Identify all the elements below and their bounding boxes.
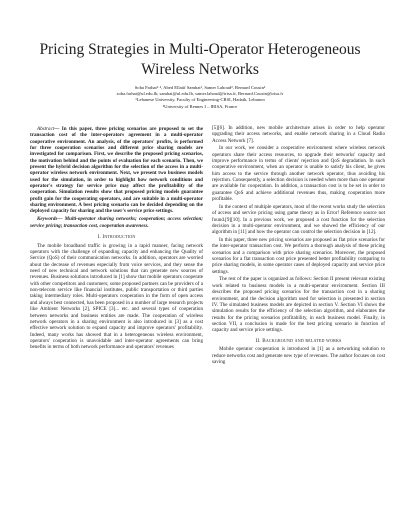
affiliation-2: ²University of Rennes I – IRISA, France bbox=[162, 103, 238, 109]
section-heading-introduction: I. Introduction bbox=[97, 233, 136, 240]
paper-title-line-1: Pricing Strategies in Multi-Operator Heterogeneous bbox=[39, 41, 361, 58]
affiliation-1: ¹Lebanese University, Faculty of Engineering-CRSI, Hadath, Lebanon bbox=[135, 97, 265, 103]
author-block bbox=[20, 85, 380, 110]
left-column bbox=[30, 126, 203, 352]
abstract-text: In this paper, three pricing scenarios are proposed to set the transaction cost of the inter-operators agreement in a multi-operator cooperative environment. An analysis, of the operators' profits, is performed for three cooperation scenarios and different price sharing models are investigated for comparison. First, we describe the proposed pricing scenarios, the motivation behind and the points of evaluation for each scenario. Then, we present the hybrid decision algorithm for the selection of the access in a multi-operator wireless network environment. Next, we present two business models used for the simulation, in order to highlight how network conditions and operator's strategy for service price may affect the profitability of the cooperation. Simulation results show that proposed pricing models guarantee profit gain for the cooperating operators, and are suitable in a multi-operator sharing environment. A best pricing scenario can be decided depending on the deployed capacity for sharing and the user's service price settings. bbox=[30, 126, 204, 215]
keywords-label: Keywords bbox=[37, 216, 58, 223]
keywords: Keywords— Multi-operator sharing networks; cooperation; access selection; service pricing; transaction cost, cooperation awareness. bbox=[30, 216, 203, 229]
body-paragraph: The rest of the paper is organized as follows: Section II present relevant existing work related to business models in a multi-operator environment. Section III describes the proposed pricing scenarios for the transaction cost in a sharing environment, and the decision algorithm used for selection is presented in section IV. The simulated business models are depicted in section V. Section VI shows the simulation results for the efficiency of the selection algorithm, and elaborates the results for the pricing scenarios profitability, in each business model. Finally, in section VII, a conclusion is made for the best pricing scenario in function of capacity and service price settings. bbox=[212, 276, 385, 334]
author-names: Soha Farhat¹·², Abed Ellatif Samhat¹, Samer Lahoud², Bernard Cousin² bbox=[134, 85, 266, 90]
paper-title-line-2: Wireless Networks bbox=[141, 61, 259, 78]
author-emails: soha.farhat@ul.edu.lb, samhat@ul.edu.lb, samer.lahoud@irisa.fr, Bernard.Cousin@irisa.fr bbox=[116, 91, 284, 97]
keywords-text: Multi-operator sharing networks; cooperation; access selection; service pricing; transaction cost, cooperation awareness. bbox=[30, 216, 203, 229]
body-paragraph: In the context of multiple operators, most of the recent works study the selection of access and service pricing using game theory as in Error! Reference source not found.[9][10]. In a previous work, we proposed a cost function for the selection decision in a multi-operator environment, and we showed the efficiency of our algorithm in [11] and how the operator can control the selection decision in [12]. bbox=[212, 203, 385, 236]
abstract-label: Abstract bbox=[37, 126, 55, 132]
background-paragraph: Mobile operator cooperation is introduced in [1] as a networking solution to reduce networks cost and generate new type of revenues. The author focuses on cost saving bbox=[212, 346, 385, 366]
intro-paragraph: The mobile broadband traffic is growing in a rapid manner, facing network operators with the challenge of expanding capacity and enhancing the Quality of Service (QoS) of their communication networks. In addition, operators are worried about the decrease of revenues especially from voice services, and they sense the need of new technical and network solutions that can generate new sources of revenues. Business solutions introduced in [1] show that mobile operators cooperate with other competitors and customers; some proposed partners can be providers of a non-telecom service like financial institutes, public transportation or third parties taking intermediary roles. Multi-operators cooperation in the form of open access and always best connected, has been proposed in a number of large research projects like Ambient Networks [2], SPICE [3]... etc. and several types of cooperation between networks and business entities are made. The cooperation of wireless network operators in a sharing environment is also introduced in [3] as a cost effective network solution to expand capacity and improve operators' profitability. Indeed, many works has showed that in a heterogeneous wireless environment, operators' cooperation is unavoidable and inter-operator agreements can bring benefits in terms of both network performance and operators' revenues bbox=[30, 242, 203, 351]
abstract: Abstract— In this paper, three pricing scenarios are proposed to set the transaction cost of the inter-operators agreement in a multi-operator cooperative environment. An analysis, of the operators' profits, is performed for three cooperation scenarios and different price sharing models are investigated for comparison. First, we describe the proposed pricing scenarios, the motivation behind and the points of evaluation for each scenario. Then, we present the hybrid decision algorithm for the selection of the access in a multi-operator wireless network environment. Next, we present two business models used for the simulation, in order to highlight how network conditions and operator's strategy for service price may affect the profitability of the cooperation. Simulation results show that proposed pricing models guarantee profit gain for the cooperating operators, and are suitable in a multi-operator sharing environment. A best pricing scenario can be decided depending on the deployed capacity for sharing and the user's service price settings. bbox=[30, 126, 204, 215]
body-paragraph: In this paper, three new pricing scenarios are proposed as flat price scenarios for the inter-operator transaction cost. We perform a thorough analysis of these pricing scenarios and a comparison with price sharing scenarios. Moreover, the proposed scenarios for a flat transaction cost price presented better profitability comparing to price sharing models, in some operator cases of deployed capacity and service price settings. bbox=[212, 237, 385, 275]
section-heading-background: II. Background and related works bbox=[255, 337, 342, 344]
right-column bbox=[212, 125, 385, 367]
body-paragraph: [5][6]. In addition, new mobile architecture arises in order to help operator upgrading their access networks, and enable network sharing in a Cloud Radio Access Network [7]. bbox=[212, 125, 385, 144]
body-paragraph: In our work, we consider a cooperative environment where wireless network operators share their access resources, to upgrade their networks' capacity and improve performance in terms of clients' rejection and QoS degradation. In such cooperative environment, when an operator is unable to satisfy his client, he gives him access to the service through another network operator, thus avoiding his rejection. Consequently, a selection decision is needed when more than one operator are available for cooperation. In addition, a transaction cost is to be set in order to guarantee QoS and achieve additional revenues thus, making cooperation more profitable. bbox=[212, 145, 385, 203]
